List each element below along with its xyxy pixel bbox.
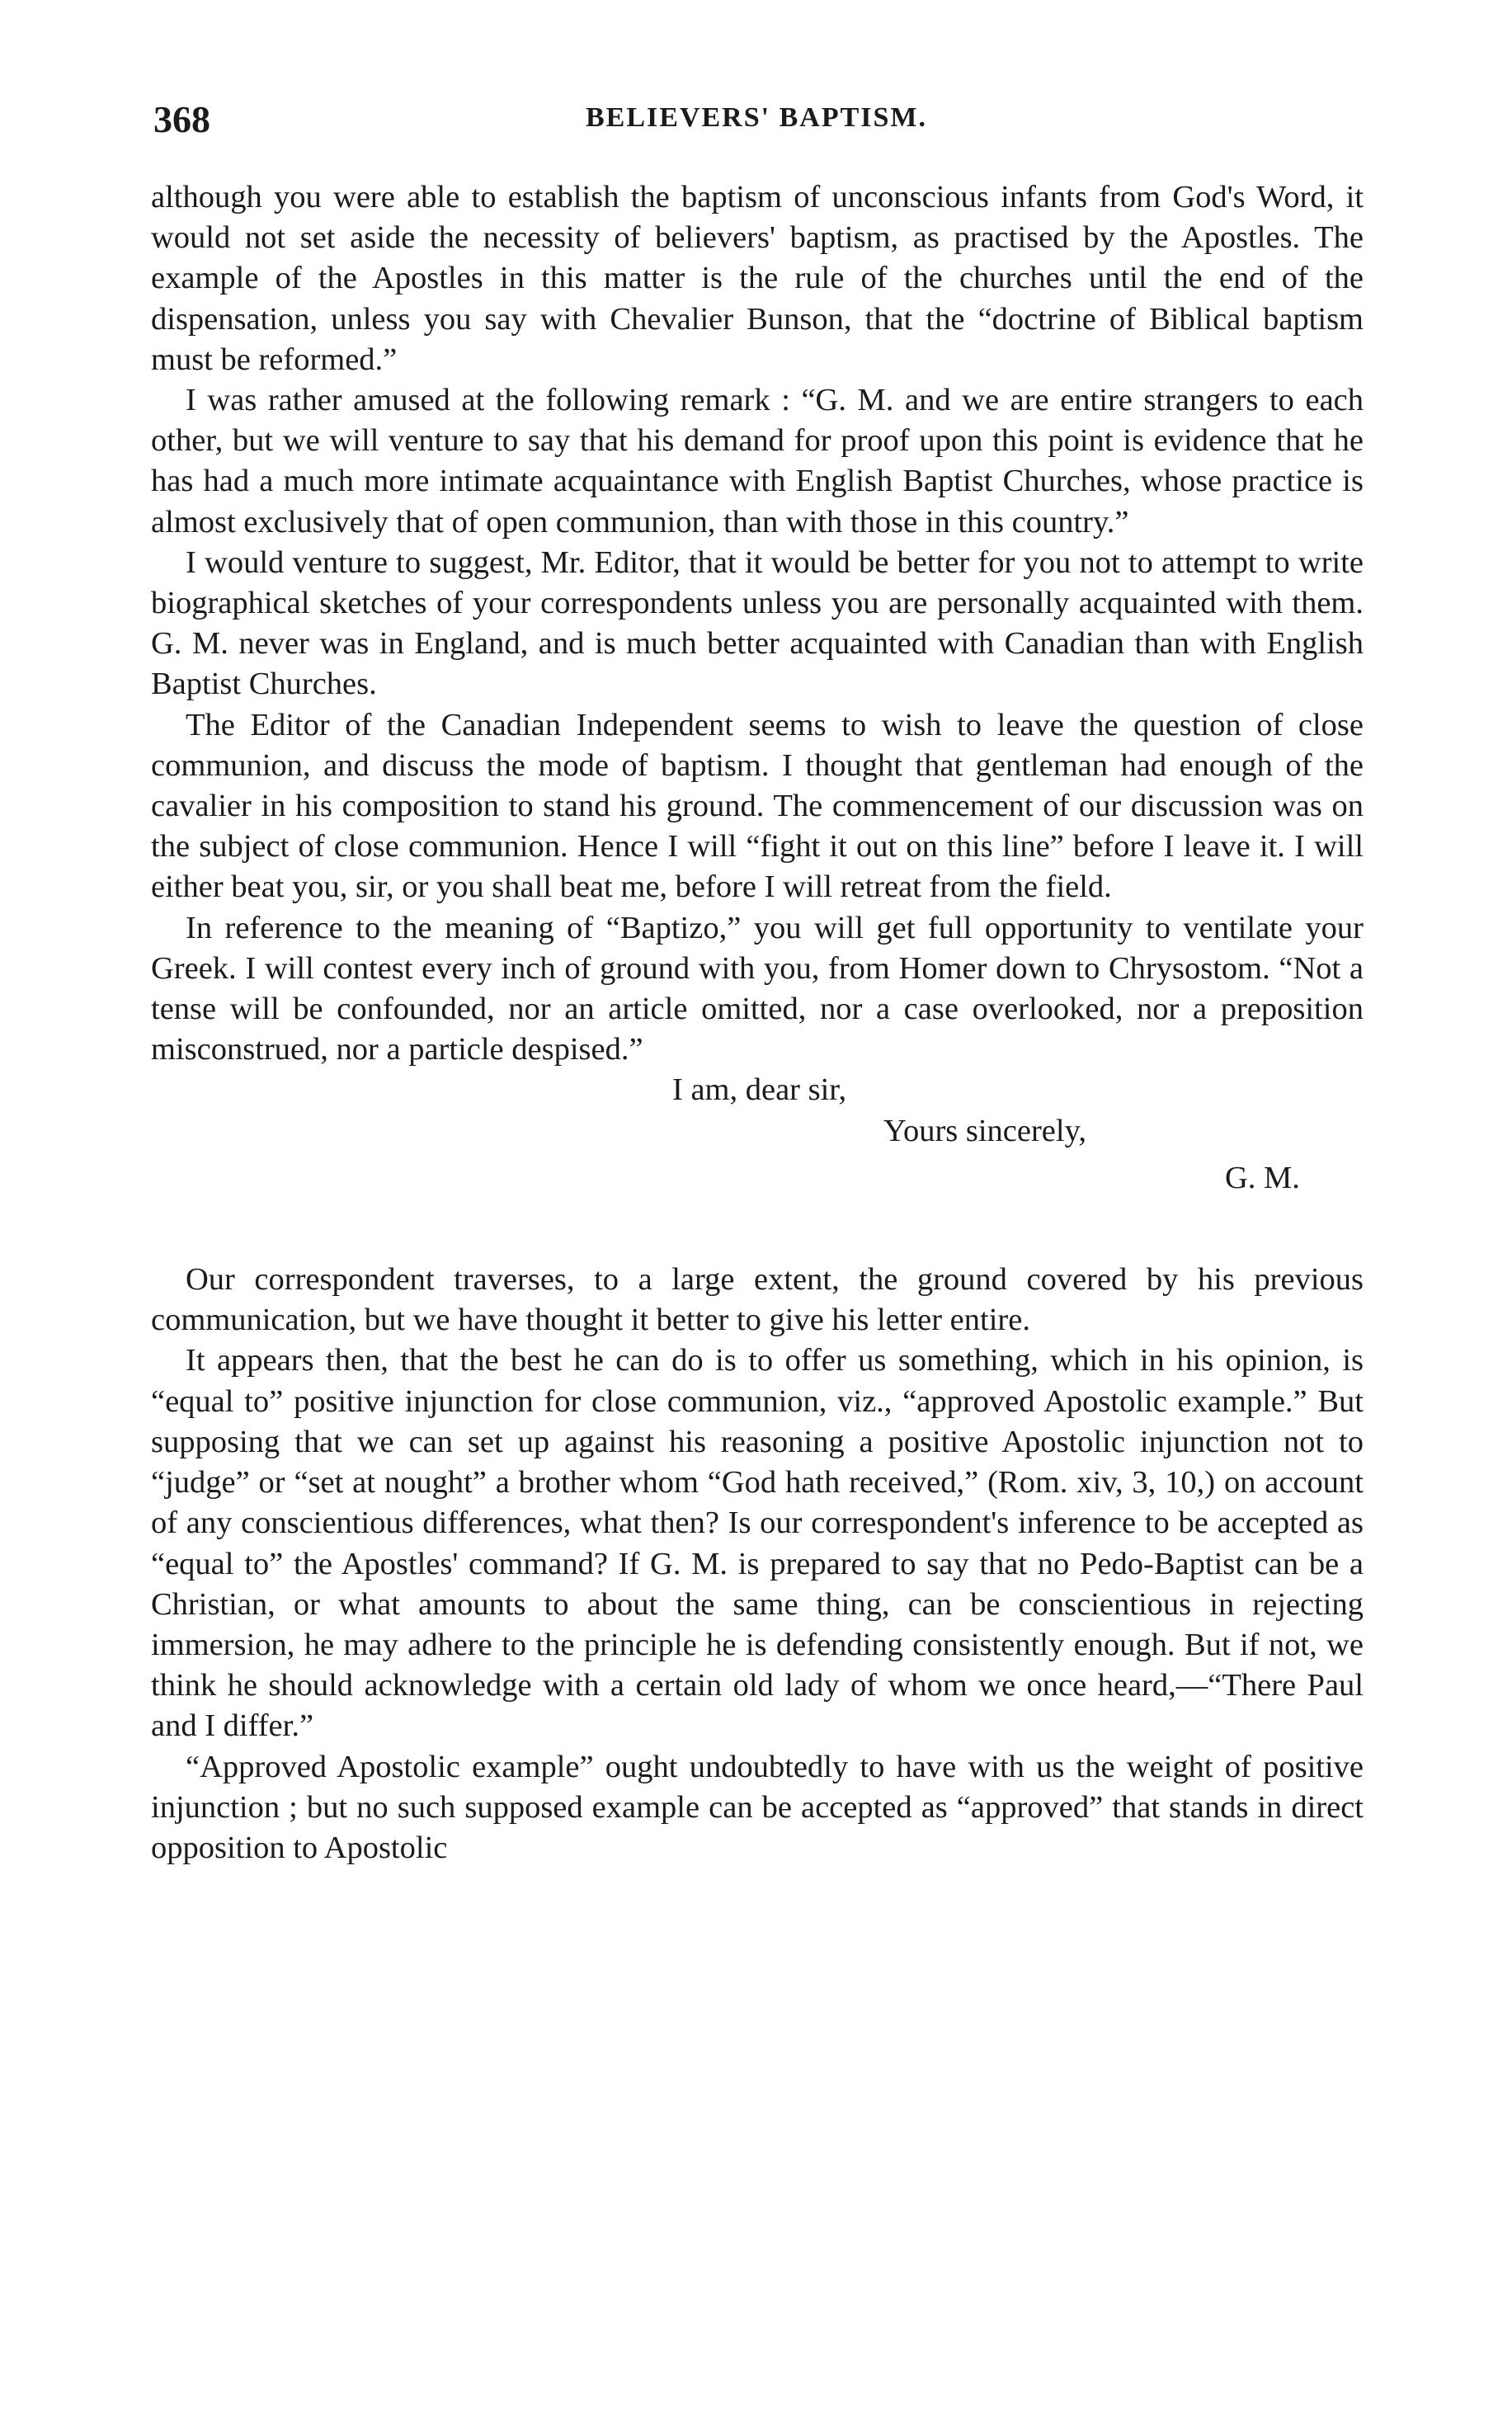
- letter-closing: [151, 1070, 1364, 1199]
- letter-paragraph-1: although you were able to establish the baptism of unconscious infants from God's Word, it would not set aside the necessity of believers' baptism, as practised by the Apostles. The example of the Apostles in this matter is the rule of the churches until the end of the dispensation, unless you say with Chevalier Bunson, that the “doctrine of Biblical baptism must be reformed.”: [151, 180, 1364, 377]
- signature: G. M.: [1225, 1160, 1300, 1195]
- running-head: BELIEVERS' BAPTISM.: [586, 102, 927, 133]
- valediction: Yours sincerely,: [883, 1113, 1086, 1148]
- letter-paragraph-4: The Editor of the Canadian Independent seems to wish to leave the question of close communion, and discuss the mode of baptism. I thought that gentleman had enough of the cavalier in his composition to stand his ground. The commencement of our discussion was on the subject of close communion. Hence I will “fight it out on this line” before I leave it. I will either beat you, sir, or you shall beat me, before I will retreat from the field.: [151, 707, 1364, 905]
- editor-reply-section: [151, 1260, 1364, 1868]
- page-number: 368: [153, 98, 210, 140]
- page-body: [151, 177, 1364, 1868]
- section-gap: [151, 1199, 1364, 1260]
- editor-paragraph-3: “Approved Apostolic example” ought undoubtedly to have with us the weight of positive injunction ; but no such supposed example can be accepted as “approved” that stands in direct opposition to Apostolic: [151, 1749, 1364, 1865]
- page-header: [153, 97, 1359, 155]
- editor-paragraph-1: Our correspondent traverses, to a large extent, the ground covered by his previous communication, but we have thought it better to give his letter entire.: [151, 1262, 1364, 1338]
- editor-paragraph-2: It appears then, that the best he can do is to offer us something, which in his opinion, is “equal to” positive injunction for close communion, viz., “approved Apostolic example.” But supposing that we can set up against his reasoning a positive Apostolic injunction not to “judge” or “set at nought” a brother whom “God hath received,” (Rom. xiv, 3, 10,) on account of any conscientious differences, what then? Is our correspondent's inference to be accepted as “equal to” the Apostles' command? If G. M. is prepared to say that no Pedo-Baptist can be a Christian, or what amounts to about the same thing, can be conscientious in rejecting immersion, he may adhere to the principle he is defending consistently enough. But if not, we think he should acknowledge with a certain old lady of whom we once heard,—“There Paul and I differ.”: [151, 1343, 1364, 1744]
- letter-paragraph-3: I would venture to suggest, Mr. Editor, that it would be better for you not to attempt to write biographical sketches of your correspondents unless you are personally acquainted with them. G. M. never was in England, and is much better acquainted with Canadian than with English Baptist Churches.: [151, 544, 1364, 702]
- salutation: I am, dear sir,: [672, 1072, 847, 1108]
- letter-section: [151, 177, 1364, 1199]
- letter-paragraph-5: In reference to the meaning of “Baptizo,” you will get full opportunity to ventilate your Greek. I will contest every inch of ground with you, from Homer down to Chrysostom. “Not a tense will be confounded, nor an article omitted, nor a case overlooked, nor a preposition misconstrued, nor a particle despised.”: [151, 910, 1364, 1067]
- letter-paragraph-2: I was rather amused at the following remark : “G. M. and we are entire strangers to each other, but we will venture to say that his demand for proof upon this point is evidence that he has had a much more intimate acquaintance with English Baptist Churches, whose practice is almost exclusively that of open communion, than with those in this country.”: [151, 383, 1364, 539]
